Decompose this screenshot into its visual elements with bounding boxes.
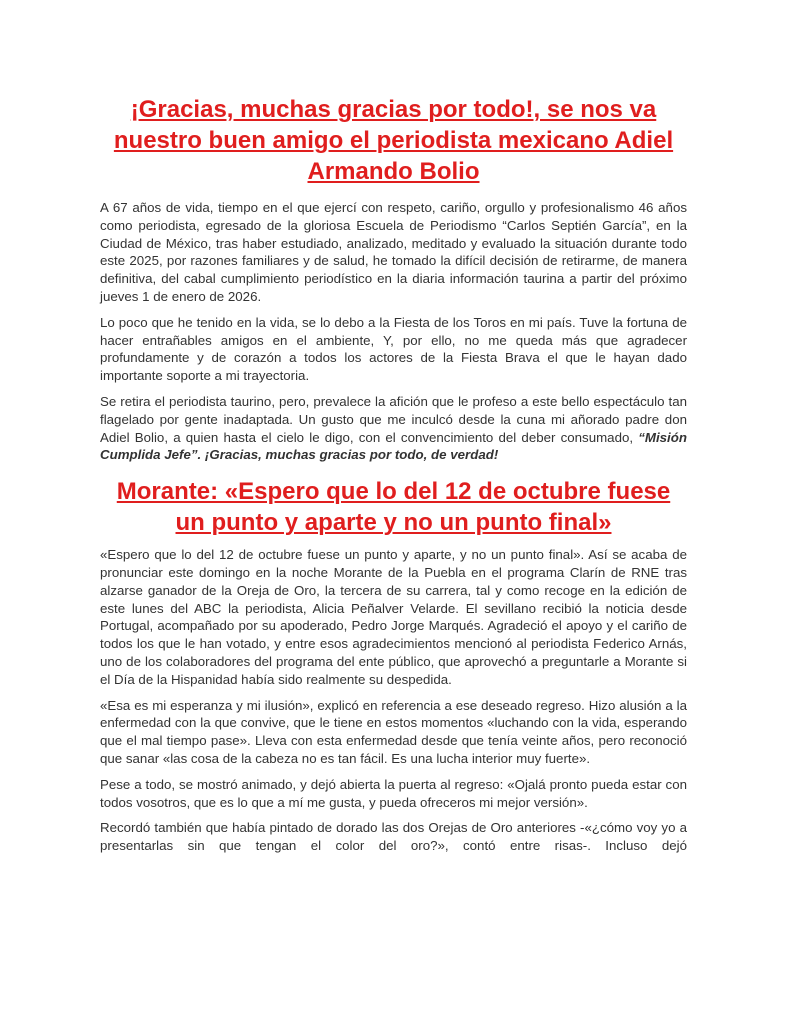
paragraph-morante-oreja-de-oro: «Espero que lo del 12 de octubre fuese un punto y aparte, y no un punto final». Así se acaba de pronunciar este domingo en la noche Morante de la Puebla en el programa Clarín de RNE tras alzarse ganador de la Oreja de Oro, la tercera de su carrera, tal y como recoge en la edición de este lunes del ABC la periodista, Alicia Peñalver Velarde. El sevillano recibió la noticia desde Portugal, acompañado por su apoderado, Pedro Jorge Marqués. Agradeció el apoyo y el cariño de todos los que le han votado, y entre esos agradecimientos mencionó al periodista Federico Arnás, uno de los colaboradores del programa del ente público, que aprovechó a preguntarle a Morante si el Día de la Hispanidad había sido realmente su despedida.: [100, 547, 687, 687]
paragraph-retirement-announcement: A 67 años de vida, tiempo en el que ejercí con respeto, cariño, orgullo y profesionalismo 46 años como periodista, egresado de la gloriosa Escuela de Periodismo “Carlos Septién García”, en la Ciudad de México, tras haber estudiado, analizado, meditado y evaluado la situación durante todo este 2025, por razones familiares y de salud, he tomado la difícil decisión de retirarme, de manera definitiva, del cabal cumplimiento periodístico en la diaria información taurina a partir del próximo jueves 1 de enero de 2026.: [100, 200, 687, 304]
paragraph-farewell-emphasis: “Misión Cumplida Jefe”. ¡Gracias, muchas gracias por todo, de verdad!: [100, 429, 687, 463]
paragraph-morante-return-hope: Pese a todo, se mostró animado, y dejó abierta la puerta al regreso: «Ojalá pronto pueda estar con todos vosotros, que es lo que a mí me gusta, y pueda ofreceros mi mejor versión».: [100, 776, 687, 810]
paragraph-morante-golden-ears: Recordó también que había pintado de dorado las dos Orejas de Oro anteriores -«¿cómo voy yo a presentarlas sin que tengan el color del oro?», contó entre risas-. Incluso dejó: [100, 820, 687, 854]
paragraph-morante-illness: «Esa es mi esperanza y mi ilusión», explicó en referencia a ese deseado regreso. Hizo alusión a la enfermedad con la que convive, que le tiene en estos momentos «luchando con la vida, esperando que el mal tiempo pase». Lleva con esta enfermedad desde que tenía veinte años, pero reconoció que sanar «las cosa de la cabeza no es tan fácil. Es una lucha interior muy fuerte».: [100, 697, 687, 766]
headline-farewell-bolio: ¡Gracias, muchas gracias por todo!, se nos va nuestro buen amigo el periodista mexicano Adiel Armando Bolio: [113, 96, 674, 185]
headline-morante: Morante: «Espero que lo del 12 de octubre fuese un punto y aparte y no un punto final»: [116, 478, 671, 537]
paragraph-gratitude: Lo poco que he tenido en la vida, se lo debo a la Fiesta de los Toros en mi país. Tuve la fortuna de hacer entrañables amigos en el ambiente, Y, por ello, no me queda más que agradecer profundamente y de corazón a todos los actores de la Fiesta Brava el que le hayan dado importante soporte a mi trayectoria.: [100, 314, 687, 384]
paragraph-farewell: [100, 393, 687, 464]
paragraph-farewell-lead: Se retira el periodista taurino, pero, prevalece la afición que le profeso a este bello espectáculo tan flagelado por gente inadaptada. Un gusto que me inculcó desde la cuna mi añorado padre don Adiel Bolio, a quien hasta el cielo le digo, con el convencimiento del deber consumado,: [100, 393, 687, 445]
